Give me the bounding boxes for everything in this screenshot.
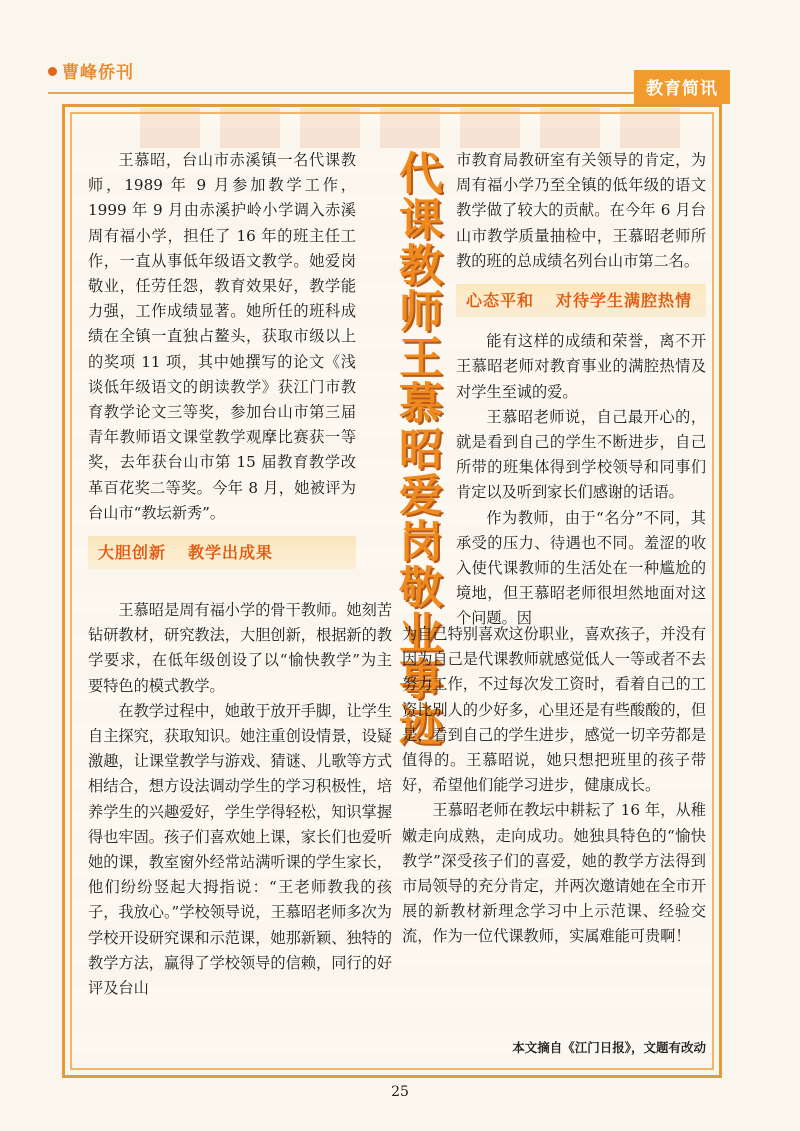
- magazine-name-text: 曹峰侨刊: [62, 63, 134, 83]
- header-rule: [48, 92, 730, 94]
- subheading-attitude: [456, 284, 706, 317]
- subheading-part: 大胆创新: [98, 543, 167, 563]
- paragraph: 为自己特别喜欢这份职业，喜欢孩子，并没有因为自己是代课教师就感觉低人一等或者不去努力工作，不过每次发工资时，看着自己的工资比别人的少好多，心里还是有些酸酸的，但是，看到自己的学生进步，感觉一切辛劳都是值得的。王慕昭说，她只想把班里的孩子带好，希望他们能学习进步，健康成长。: [402, 625, 706, 795]
- page-number: 25: [391, 1084, 409, 1100]
- paragraph: 在教学过程中，她敢于放开手脚，让学生自主探究，获取知识。她注重创设情景，设疑激趣，让课堂教学与游戏、猜谜、儿歌等方式相结合，想方设法调动学生的学习积极性，培养学生的兴趣爱好，学生学得轻松，知识掌握得也牢固。孩子们喜欢她上课，家长们也爱听她的课，教室窗外经常站满听课的学生家长，他们纷纷竖起大拇指说：“王老师教我的孩子，我放心。”学校领导说，王慕昭老师多次为学校开设研究课和示范课，她那新颖、独特的教学方法，赢得了学校领导的信赖，同行的好评及台山: [88, 701, 392, 998]
- bullet-dot-icon: [48, 67, 57, 76]
- article-column-left-bottom: [88, 598, 392, 1001]
- decorative-watermark: [140, 108, 680, 148]
- subheading-part: 心态平和: [466, 291, 535, 311]
- subheading-part: 对待学生满腔热情: [556, 291, 693, 311]
- magazine-name: [48, 58, 134, 83]
- paragraph: 能有这样的成绩和荣誉，离不开王慕昭老师对教育事业的满腔热情及对学生至诚的爱。: [456, 332, 706, 401]
- paragraph: 王慕昭老师说，自己最开心的，就是看到自己的学生不断进步，自己所带的班集体得到学校领导和同事们肯定以及听到家长们感谢的话语。: [456, 407, 706, 502]
- paragraph: 王慕昭老师在教坛中耕耘了 16 年，从稚嫩走向成熟，走向成功。她独具特色的“愉快教学”深受孩子们的喜爱，她的教学方法得到市局领导的充分肯定，并两次邀请她在全市开展的新教材新理念学习中上示范课、经验交流，作为一位代课教师，实属难能可贵啊！: [402, 801, 706, 946]
- article-column-right-top: [456, 148, 706, 632]
- article-column-right-bottom: [402, 622, 706, 950]
- paragraph: 作为教师，由于“名分”不同，其承受的压力、待遇也不同。羞涩的收入使代课教师的生活处在一种尴尬的境地，但王慕昭老师很坦然地面对这个问题。因: [456, 508, 706, 628]
- source-credit: 本文摘自《江门日报》，文题有改动: [512, 1040, 706, 1055]
- subheading-innovation: [88, 536, 356, 569]
- article-column-left-top: [88, 148, 356, 581]
- paragraph: 市教育局教研室有关领导的肯定，为周有福小学乃至全镇的低年级的语文教学做了较大的贡献。在今年 6 月台山市教学质量抽检中，王慕昭老师所教的班的总成绩名列台山市第二名。: [456, 151, 706, 270]
- paragraph: 王慕昭是周有福小学的骨干教师。她刻苦钻研教材，研究教法，大胆创新，根据新的教学要求，在低年级创设了以“愉快教学”为主要特色的模式教学。: [88, 601, 392, 695]
- subheading-part: 教学出成果: [188, 543, 274, 563]
- article-title: 代课教师王慕昭爱岗敬业事迹: [391, 150, 442, 748]
- section-tag: 教育简讯: [634, 70, 730, 104]
- paragraph: 王慕昭，台山市赤溪镇一名代课教师，1989 年 9 月参加教学工作，1999 年 9 月由赤溪护岭小学调入赤溪周有福小学，担任了 16 年的班主任工作，一直从事低年级语文教学。她爱岗敬业，任劳任怨，教育效果好，教学能力强，工作成绩显著。她所任的班科成绩在全镇一直独占鳌头，获取市级以上的奖项 11 项，其中她撰写的论文《浅谈低年级语文的朗读教学》获江门市教育教学论文三等奖，参加台山市第三届青年教师语文课堂教学观摩比赛获一等奖，去年获台山市第 15 届教育教学改革百花奖二等奖。今年 8 月，她被评为台山市“教坛新秀”。: [88, 151, 356, 522]
